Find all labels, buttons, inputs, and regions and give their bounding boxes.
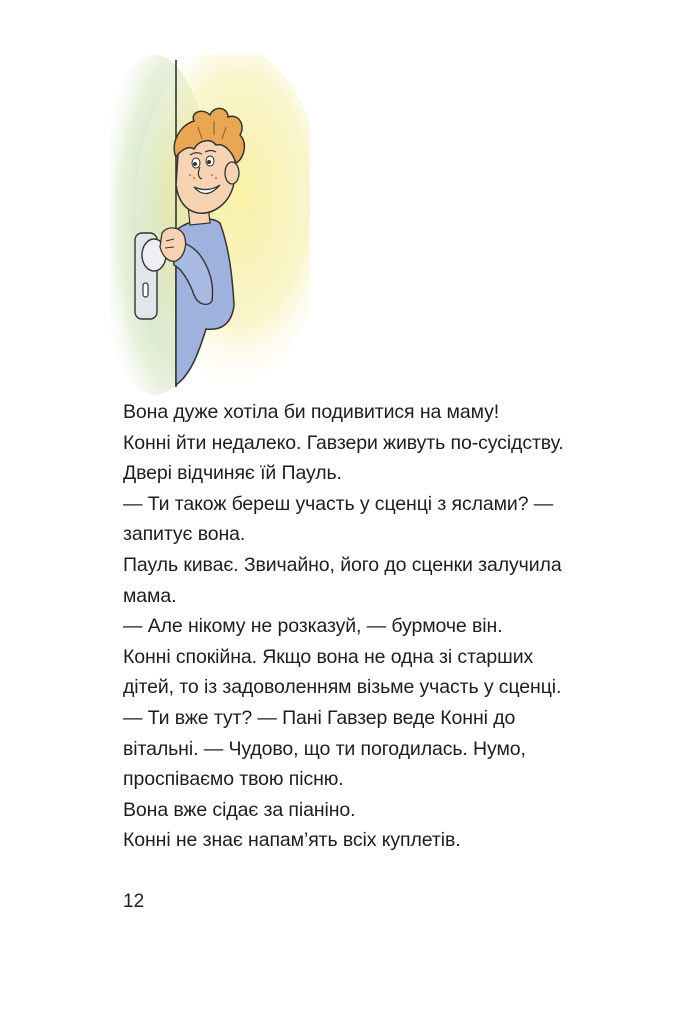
text-line: Двері відчиняє їй Пауль. (123, 462, 342, 485)
boy-peeking-illustration (110, 55, 310, 395)
text-line: Конні йти недалеко. Гавзери живуть по-сусідству. (123, 431, 564, 454)
text-line: запитує вона. (123, 523, 246, 546)
page-number: 12 (123, 891, 145, 912)
ear (225, 162, 239, 184)
text-line: — Ти вже тут? — Пані Гавзер веде Конні до (123, 706, 516, 729)
text-line: Вона дуже хотіла би подивитися на маму! (123, 401, 500, 423)
text-line: Вона вже сідає за піаніно. (123, 798, 356, 821)
hand (160, 228, 186, 261)
text-line: — Ти також береш участь у сценці з яслами? — (123, 492, 554, 515)
text-line: проспіваємо твою пісню. (123, 768, 344, 791)
text-line: дітей, то із задоволенням візьме участь у сценці. (123, 676, 562, 699)
text-line: Конні спокійна. Якщо вона не одна зі старших (123, 645, 534, 668)
text-line: вітальні. — Чудово, що ти погодилась. Нумо, (123, 737, 526, 760)
body-text (123, 397, 593, 856)
text-line: Конні не знає напам’ять всіх куплетів. (123, 829, 461, 852)
text-line: — Але нікому не розказуй, — бурмоче він. (123, 615, 503, 638)
text-line: мама. (123, 584, 177, 607)
keyhole-icon (143, 283, 148, 297)
text-line: Пауль киває. Звичайно, його до сценки залучила (123, 553, 562, 576)
